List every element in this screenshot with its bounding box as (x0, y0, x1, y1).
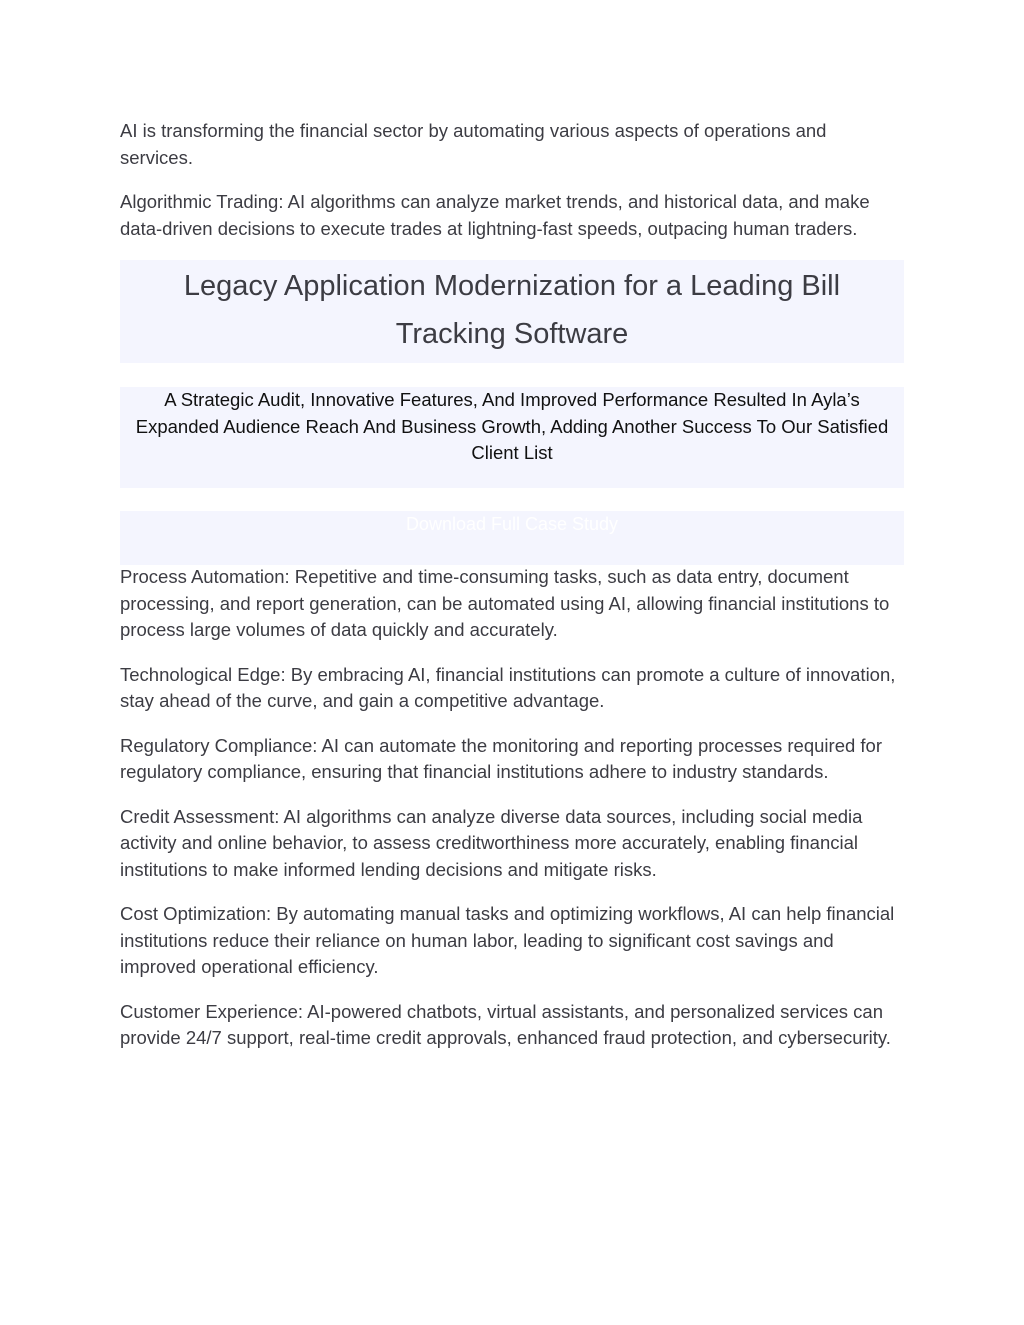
technological-edge-paragraph: Technological Edge: By embracing AI, financial institutions can promote a culture of innovation, stay ahead of the curve, and gain a competitive advantage. (120, 663, 896, 711)
process-automation-paragraph: Process Automation: Repetitive and time-consuming tasks, such as data entry, document processing, and report generation, can be automated using AI, allowing financial institutions to process large volumes of data quickly and accurately. (120, 566, 890, 640)
credit-assessment-paragraph: Credit Assessment: AI algorithms can analyze diverse data sources, including social media activity and online behavior, to assess creditworthiness more accurately, enabling financial institutions to make informed lending decisions and mitigate risks. (120, 805, 863, 880)
intro-paragraph: AI is transforming the financial sector by automating various aspects of operations and services. (120, 120, 827, 168)
case-study-title: Legacy Application Modernization for a Leading Bill Tracking Software (183, 270, 841, 350)
body-section (120, 564, 904, 1052)
cost-optimization-paragraph: Cost Optimization: By automating manual tasks and optimizing workflows, AI can help financial institutions reduce their reliance on human labor, leading to significant cost savings and improved operational efficiency. (120, 903, 895, 977)
download-case-study-button[interactable]: Download Full Case Study (120, 511, 904, 565)
document-page (120, 118, 904, 1070)
regulatory-compliance-paragraph: Regulatory Compliance: AI can automate the monitoring and reporting processes required for regulatory compliance, ensuring that financial institutions adhere to industry standards. (120, 734, 883, 782)
customer-experience-paragraph: Customer Experience: AI-powered chatbots, virtual assistants, and personalized services can provide 24/7 support, real-time credit approvals, enhanced fraud protection, and cybersecurity. (120, 1000, 891, 1048)
case-study-subtitle: A Strategic Audit, Innovative Features, And Improved Performance Resulted In Ayla’s Expanded Audience Reach And Business Growth, Adding Another Success To Our Satisfied Client List (120, 387, 904, 488)
case-study-title-banner (120, 260, 904, 363)
algorithmic-trading-paragraph: Algorithmic Trading: AI algorithms can analyze market trends, and historical data, and make data-driven decisions to execute trades at lightning-fast speeds, outpacing human traders. (120, 191, 870, 239)
